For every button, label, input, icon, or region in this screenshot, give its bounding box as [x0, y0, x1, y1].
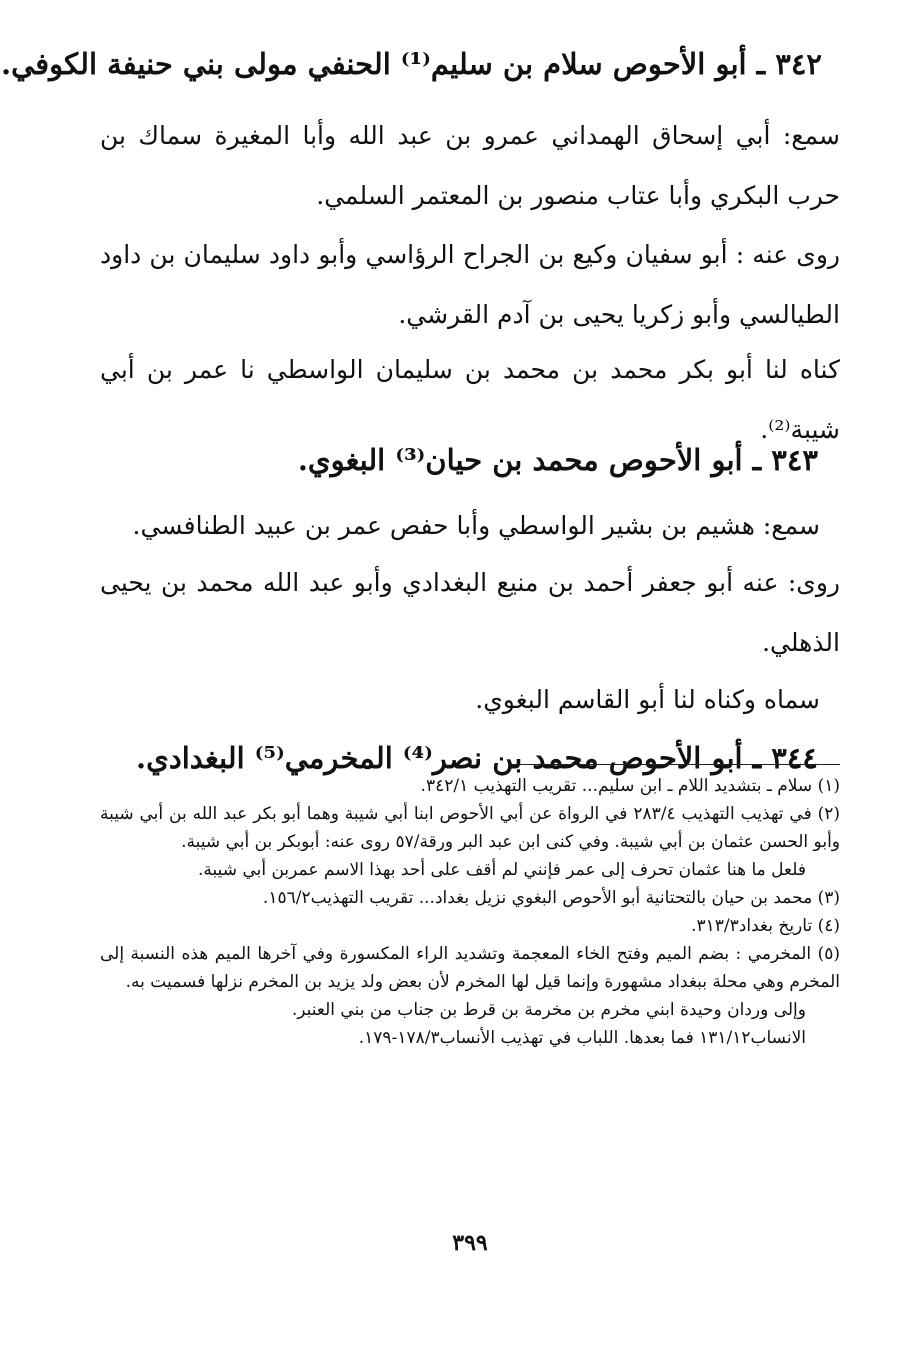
narrated-by-paragraph: روى: عنه أبو جعفر أحمد بن منيع البغدادي وأبو عبد الله محمد بن يحيى الذهلي. — [100, 568, 840, 657]
footnote-1: (١) سلام ـ بتشديد اللام ـ ابن سليم... تقريب التهذيب ٣٤٢/١. — [420, 776, 840, 796]
footnote-4: (٤) تاريخ بغداد٣١٣/٣. — [691, 916, 840, 936]
naming-paragraph: سماه وكناه لنا أبو القاسم البغوي. — [475, 685, 820, 714]
footnote-separator — [510, 764, 840, 765]
footnote-2-continuation: فلعل ما هنا عثمان تحرف إلى عمر فإنني لم أقف على أحد بهذا الاسم عمربن أبي شيبة. — [198, 860, 806, 880]
footnote-5-continuation: وإلى وردان وحيدة ابني مخرم بن مخرمة بن قرط بن جناب من بني العنبر. — [291, 1000, 806, 1020]
footnote-5-source: الانساب١٣١/١٢ فما بعدها. اللباب في تهذيب الأنساب١٧٨/٣-١٧٩. — [358, 1028, 806, 1048]
entry-title: ٣٤٢ ـ أبو الأحوص سلام بن سليم⁽¹⁾ الحنفي مولى بني حنيفة الكوفي. — [1, 47, 822, 81]
footnote-3: (٣) محمد بن حيان بالتحتانية أبو الأحوص البغوي نزيل بغداد... تقريب التهذيب١٥٦/٢. — [262, 888, 840, 908]
book-page — [1, 30, 840, 1330]
footnote-5: (٥) المخرمي : بضم الميم وفتح الخاء المعجمة وتشديد الراء المكسورة وفي آخرها الميم هذه النسبة إلى المخرم وهي محلة ببغداد مشهورة وإنما قيل لها المخرم لأن بعض ولد يزيد بن المخرم نزلها فسميت به. — [100, 944, 840, 992]
entry-title: ٣٤٣ ـ أبو الأحوص محمد بن حيان⁽³⁾ البغوي. — [297, 443, 818, 477]
kunya-paragraph: كناه لنا أبو بكر محمد بن محمد بن سليمان الواسطي نا عمر بن أبي شيبة⁽²⁾. — [100, 355, 840, 444]
entry-343 — [100, 440, 840, 480]
footnotes — [100, 772, 840, 1052]
page-number: ٣٩٩ — [452, 1230, 488, 1256]
entry-title: ٣٤٤ ـ أبو الأحوص محمد بن نصر⁽⁴⁾ المخرمي⁽⁵⁾ البغدادي. — [136, 741, 818, 775]
heard-from-paragraph: سمع: هشيم بن بشير الواسطي وأبا حفص عمر بن عبيد الطنافسي. — [132, 511, 820, 540]
footnote-2: (٢) في تهذيب التهذيب ٢٨٣/٤ في الرواة عن أبي الأحوص ابنا أبي شيبة وهما أبو بكر عبد الله بن أبي شيبة وأبو الحسن عثمان بن أبي شيبة. وفي كنى ابن عبد البر ورقة/٥٧ روى عنه: أبوبكر بن أبي شيبة. — [100, 804, 840, 852]
entry-342 — [1, 44, 840, 84]
heard-from-paragraph: سمع: أبي إسحاق الهمداني عمرو بن عبد الله وأبا المغيرة سماك بن حرب البكري وأبا عتاب منصور بن المعتمر السلمي. — [100, 121, 840, 210]
narrated-by-paragraph: روى عنه : أبو سفيان وكيع بن الجراح الرؤاسي وأبو داود سليمان بن داود الطيالسي وأبو زكريا يحيى بن آدم القرشي. — [100, 240, 840, 329]
